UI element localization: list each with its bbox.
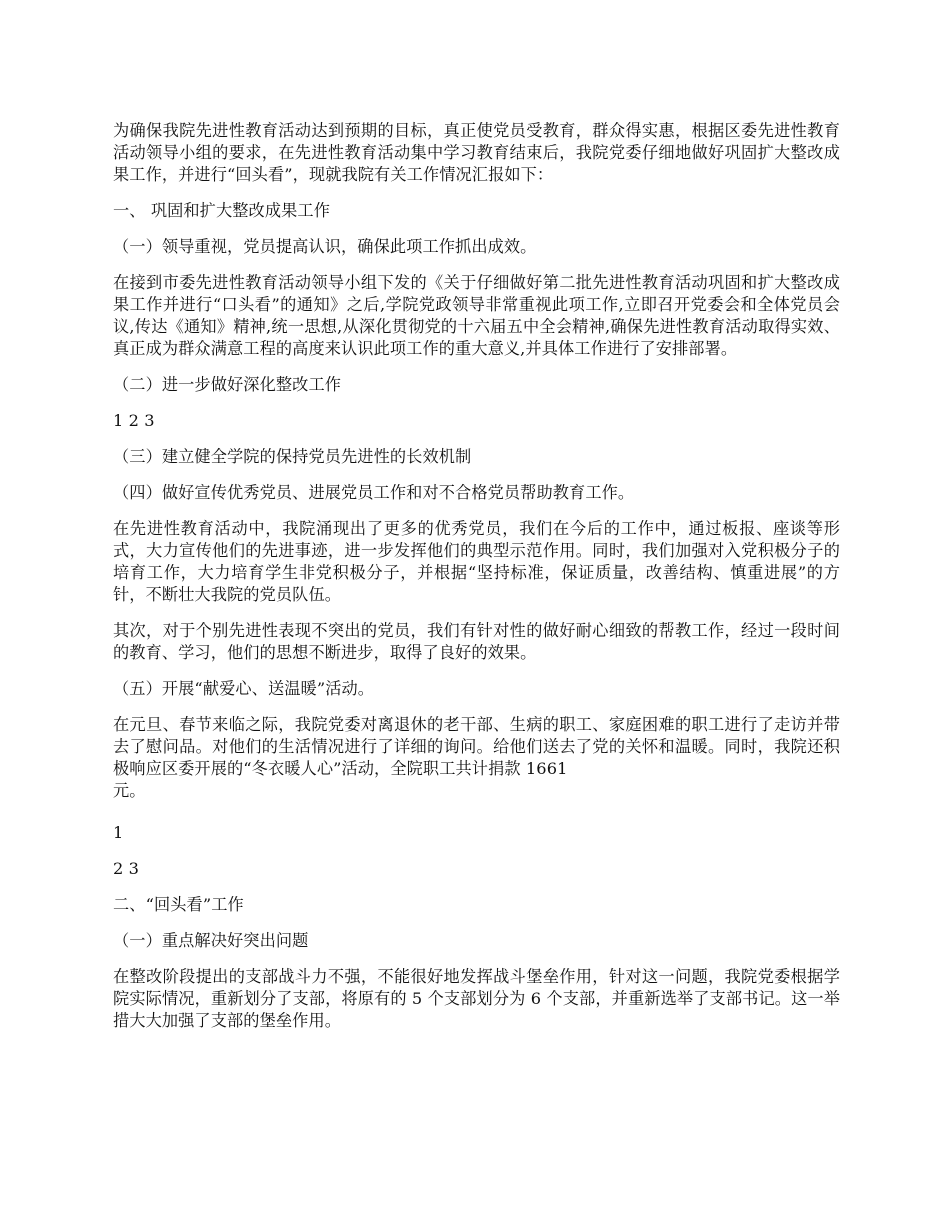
subsection-heading: （二）进一步做好深化整改工作 — [113, 375, 342, 394]
list-marker-line: 1 — [113, 823, 124, 842]
intro-paragraph: 为确保我院先进性教育活动达到预期的目标，真正使党员受教育，群众得实惠，根据区委先进性教育活动领导小组的要求，在先进性教育活动集中学习教育结束后，我院党委仔细地做好巩固扩大整改成果工作，并进行“回头看”，现就我院有关工作情况汇报如下： — [113, 121, 840, 184]
subsection-heading: （三）建立健全学院的保持党员先进性的长效机制 — [113, 447, 472, 466]
section-heading-1: 一、 巩固和扩大整改成果工作 — [113, 201, 330, 220]
body-paragraph: 在整改阶段提出的支部战斗力不强，不能很好地发挥战斗堡垒作用，针对这一问题，我院党委根据学院实际情况，重新划分了支部，将原有的 5 个支部划分为 6 个支部，并重新选举了支部书记。这一举措大大加强了支部的堡垒作用。 — [113, 967, 840, 1030]
document-body — [113, 120, 840, 1046]
body-paragraph: 其次，对于个别先进性表现不突出的党员，我们有针对性的做好耐心细致的帮教工作，经过一段时间的教育、学习，他们的思想不断进步，取得了良好的效果。 — [113, 621, 840, 662]
subsection-heading: （五）开展“献爱心、送温暖”活动。 — [113, 679, 375, 698]
section-heading-2: 二、“回头看”工作 — [113, 895, 244, 914]
subsection-heading: （一）重点解决好突出问题 — [113, 931, 309, 950]
body-paragraph-tail: 元。 — [113, 781, 146, 800]
list-marker-line: 2 3 — [113, 859, 140, 878]
list-marker-line: 1 2 3 — [113, 411, 155, 430]
subsection-heading: （四）做好宣传优秀党员、进展党员工作和对不合格党员帮助教育工作。 — [113, 483, 635, 502]
body-paragraph: 在元旦、春节来临之际，我院党委对离退休的老干部、生病的职工、家庭困难的职工进行了走访并带去了慰问品。对他们的生活情况进行了详细的询问。给他们送去了党的关怀和温暖。同时，我院还积极响应区委开展的“冬衣暖人心”活动，全院职工共计捐款 1661 — [113, 715, 840, 778]
body-paragraph: 在先进性教育活动中，我院涌现出了更多的优秀党员，我们在今后的工作中，通过板报、座谈等形式，大力宣传他们的先进事迹，进一步发挥他们的典型示范作用。同时，我们加强对入党积极分子的培育工作，大力培育学生非党积极分子，并根据“坚持标准，保证质量，改善结构、慎重进展”的方针，不断壮大我院的党员队伍。 — [113, 519, 840, 604]
subsection-heading: （一）领导重视，党员提高认识，确保此项工作抓出成效。 — [113, 237, 537, 256]
body-paragraph: 在接到市委先进性教育活动领导小组下发的《关于仔细做好第二批先进性教育活动巩固和扩大整改成果工作并进行“口头看”的通知》之后,学院党政领导非常重视此项工作,立即召开党委会和全体党员会议,传达《通知》精神,统一思想,从深化贯彻党的十六届五中全会精神,确保先进性教育活动取得实效、真正成为群众满意工程的高度来认识此项工作的重大意义,并具体工作进行了安排部署。 — [113, 273, 840, 358]
